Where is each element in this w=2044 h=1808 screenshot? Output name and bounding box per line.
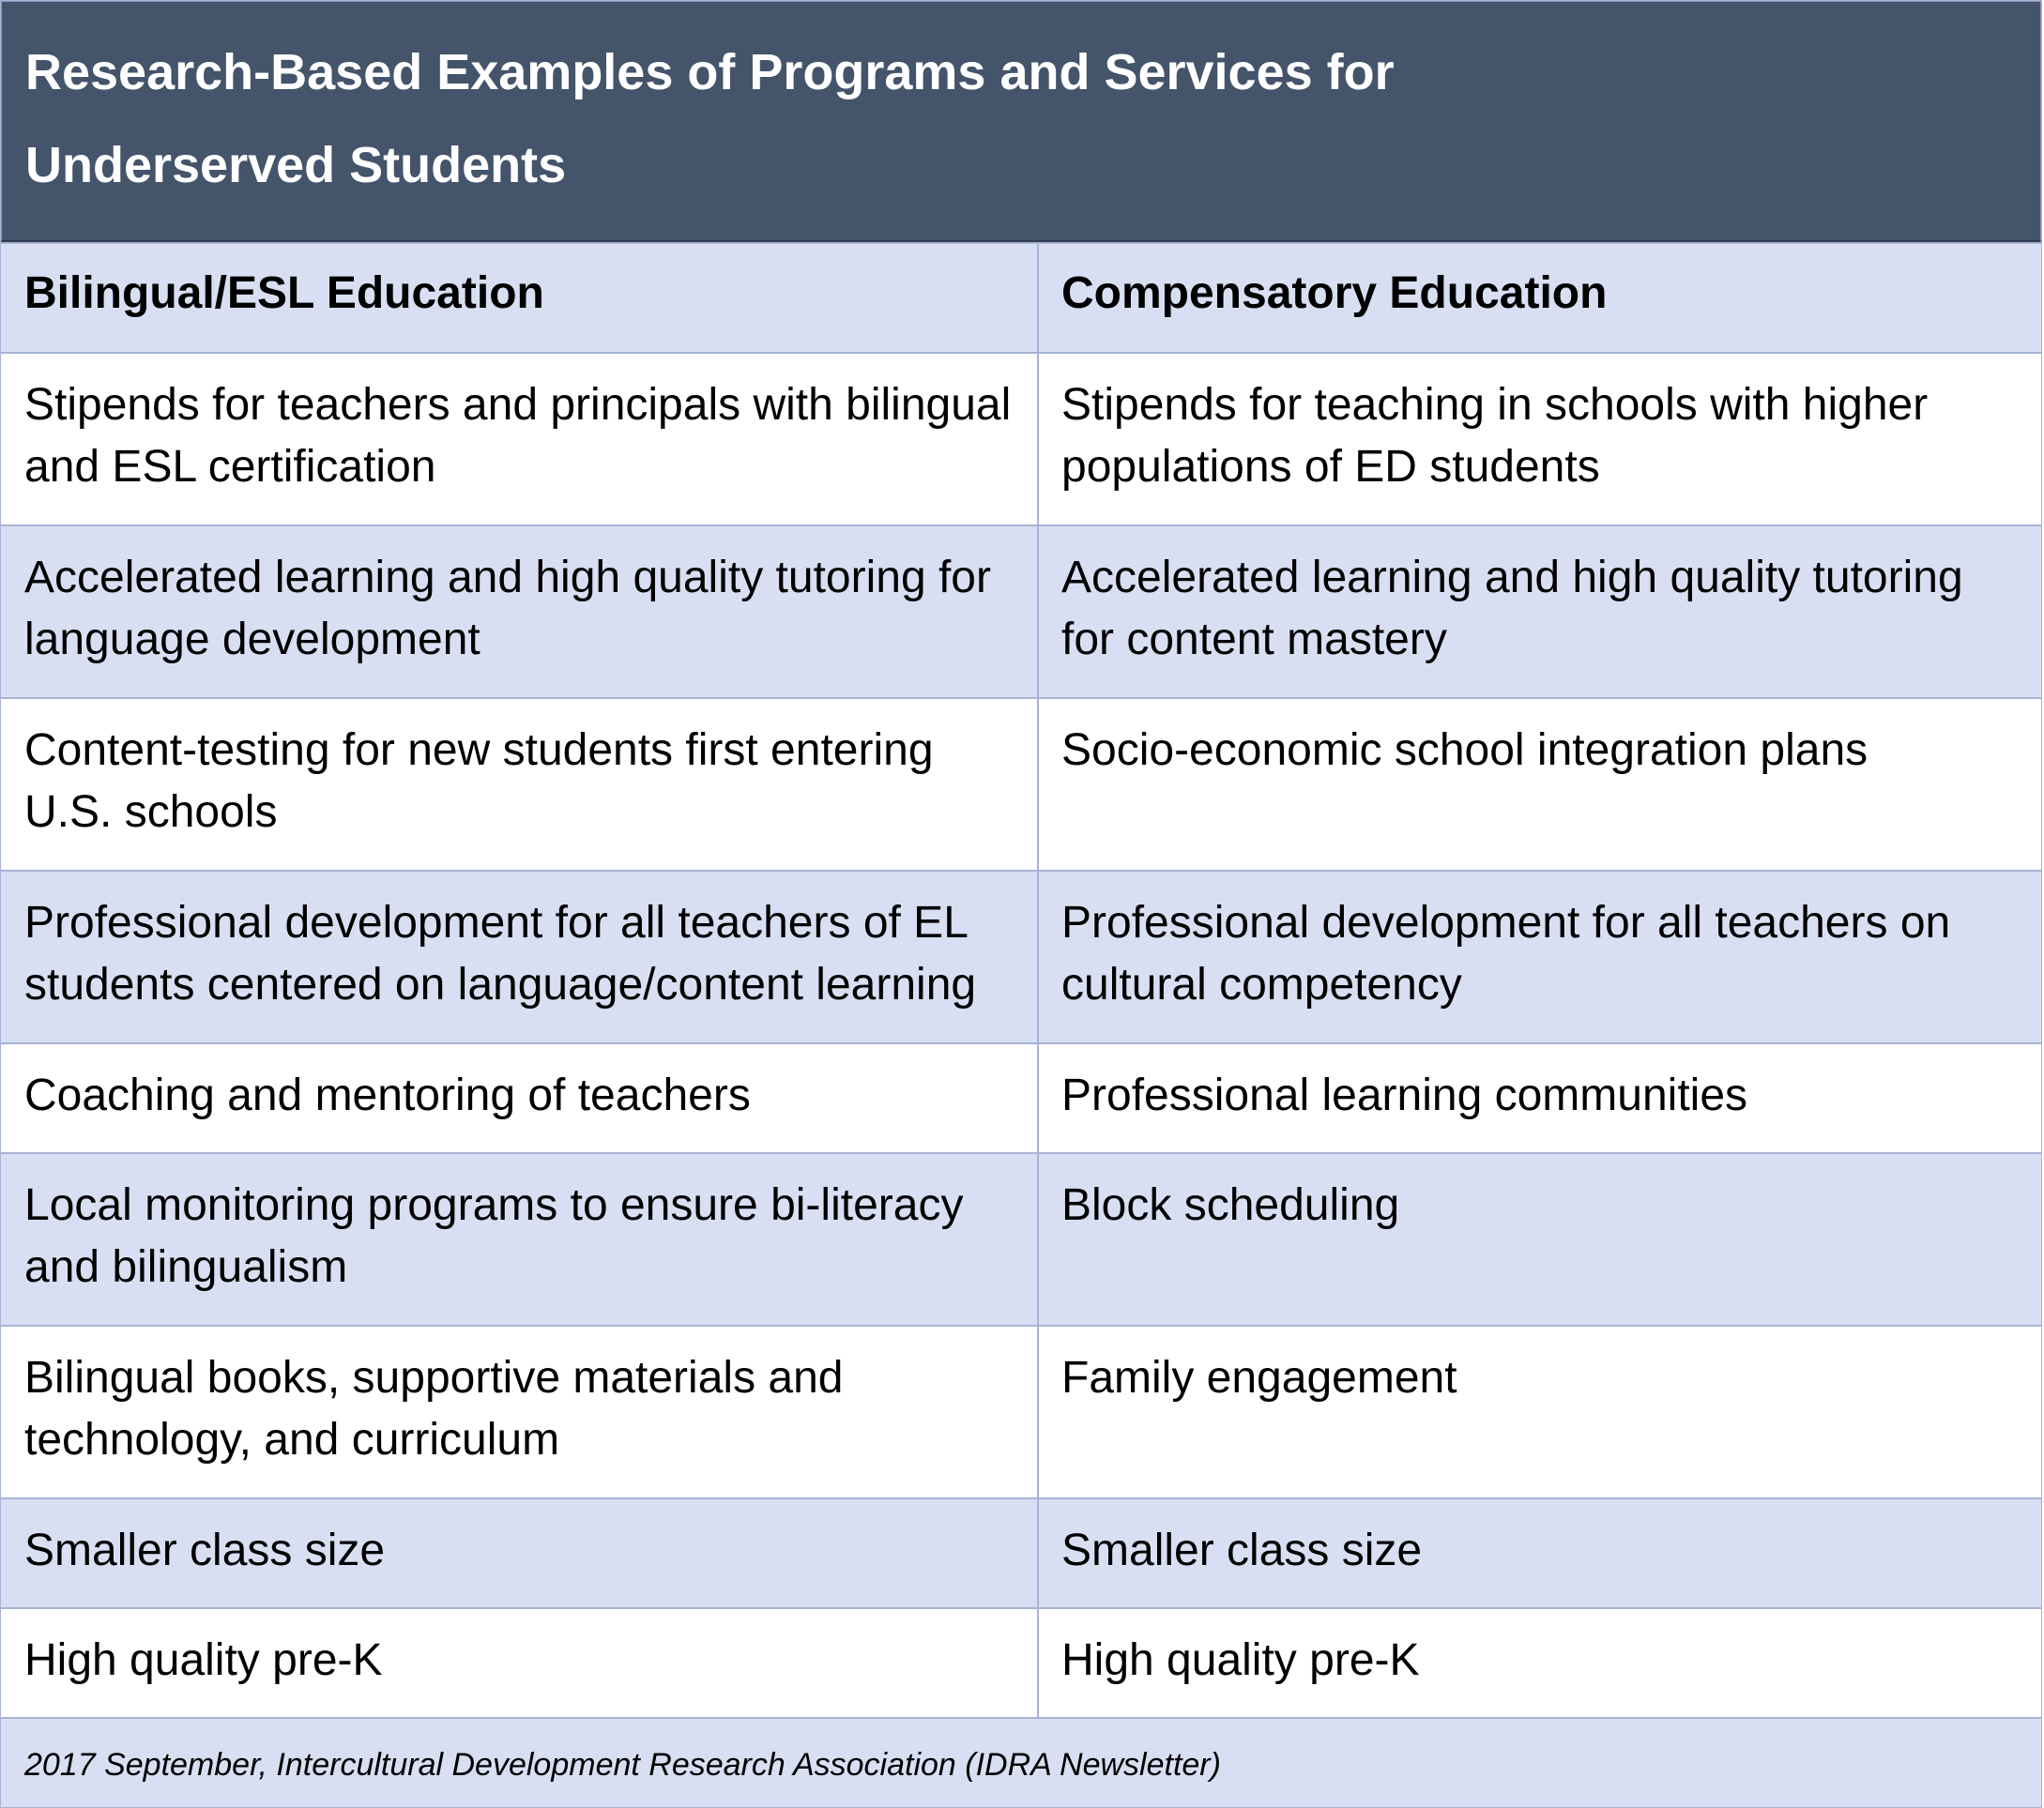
table-cell-bilingual: Stipends for teachers and principals with bilingual and ESL certification bbox=[1, 354, 1039, 524]
table-row bbox=[1, 1497, 2041, 1607]
table-cell-bilingual: Accelerated learning and high quality tutoring for language development bbox=[1, 526, 1039, 697]
table-row bbox=[1, 1325, 2041, 1497]
table-cell-compensatory: Stipends for teaching in schools with higher populations of ED students bbox=[1061, 380, 1929, 492]
table-row bbox=[1, 1042, 2041, 1152]
table-row bbox=[1, 1152, 2041, 1325]
table-row bbox=[1, 1607, 2041, 1717]
table-cell-bilingual: Bilingual books, supportive materials and technology, and curriculum bbox=[1, 1327, 1039, 1497]
table-cell-bilingual: Professional development for all teachers of EL students centered on language/content learning bbox=[1, 872, 1039, 1042]
table-row bbox=[1, 352, 2041, 524]
source-citation: 2017 September, Intercultural Development Research Association (IDRA Newsletter) bbox=[1, 1717, 2041, 1807]
table-cell-compensatory: Professional learning communities bbox=[1061, 1071, 1748, 1120]
column-header-bilingual: Bilingual/ESL Education bbox=[1, 244, 1039, 352]
table-title-line-2: Underserved Students bbox=[25, 137, 567, 193]
table-cell-compensatory: Accelerated learning and high quality tutoring for content mastery bbox=[1061, 553, 1963, 664]
table-cell-bilingual: Smaller class size bbox=[1, 1499, 1039, 1607]
table-cell-compensatory: High quality pre-K bbox=[1061, 1635, 1420, 1685]
table-cell-compensatory: Family engagement bbox=[1061, 1353, 1457, 1403]
table-title-line-1: Research-Based Examples of Programs and Services for bbox=[25, 44, 1395, 100]
table-row bbox=[1, 870, 2041, 1042]
table-row bbox=[1, 524, 2041, 697]
table-cell-compensatory: Smaller class size bbox=[1061, 1526, 1423, 1575]
table-cell-bilingual: Coaching and mentoring of teachers bbox=[1, 1044, 1039, 1152]
table-cell-bilingual: Local monitoring programs to ensure bi-literacy and bilingualism bbox=[1, 1154, 1039, 1325]
column-header-row bbox=[1, 242, 2041, 352]
table-cell-bilingual: Content-testing for new students first entering U.S. schools bbox=[1, 699, 1039, 870]
table-header bbox=[1, 1, 2041, 242]
column-header-compensatory: Compensatory Education bbox=[1061, 268, 1608, 318]
table-cell-compensatory: Professional development for all teachers on cultural competency bbox=[1061, 898, 1951, 1010]
table-cell-bilingual: High quality pre-K bbox=[1, 1609, 1039, 1717]
table-cell-compensatory: Block scheduling bbox=[1061, 1180, 1400, 1230]
table-row bbox=[1, 697, 2041, 870]
table-cell-compensatory: Socio-economic school integration plans bbox=[1061, 725, 1869, 775]
